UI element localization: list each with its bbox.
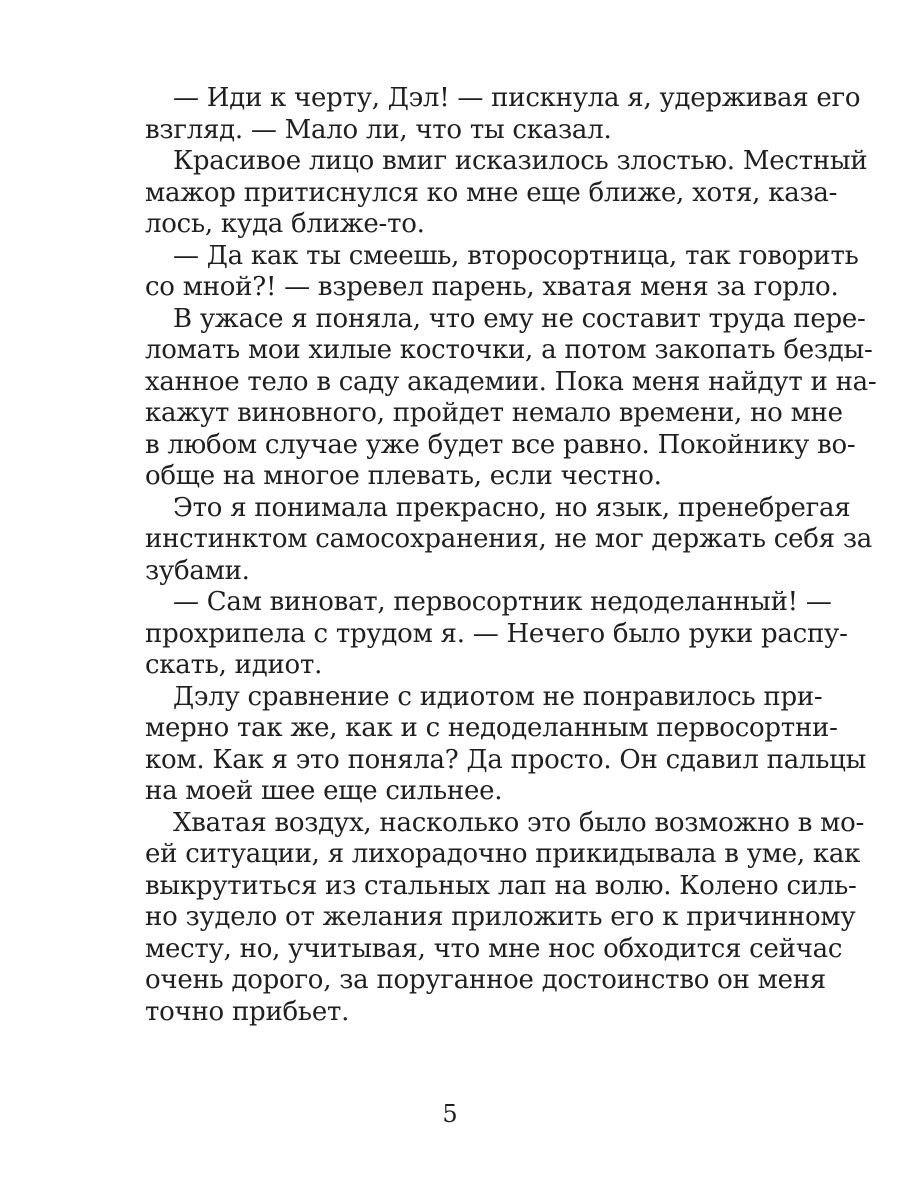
text-line: — Да как ты смеешь, второсортница, так говорить <box>173 240 859 271</box>
text-line: на моей шее еще сильнее. <box>145 776 503 806</box>
page-number: 5 <box>442 1100 458 1128</box>
text-line: лось, куда ближе-то. <box>145 209 425 239</box>
paragraph <box>145 83 861 146</box>
text-line: но зудело от желания приложить его к причинному <box>145 902 856 932</box>
text-line: очень дорого, за поруганное достоинство он меня <box>145 965 826 995</box>
paragraph <box>145 807 865 1029</box>
text-line: ханное тело в саду академии. Пока меня найдут и на- <box>145 366 877 397</box>
text-line: Дэлу сравнение с идиотом не понравилось при- <box>173 681 823 712</box>
text-line: прохрипела с трудом я. — Нечего было руки распу- <box>145 618 848 649</box>
text-line: Красивое лицо вмиг исказилось злостью. Местный <box>173 146 868 176</box>
text-line: выкрутиться из стальных лап на волю. Колено силь- <box>145 870 857 901</box>
paragraph <box>145 303 877 493</box>
text-line: точно прибьет. <box>145 996 350 1027</box>
text-line: — Сам виноват, первосортник недоделанный! — <box>173 587 832 617</box>
text-line: мажор притиснулся ко мне еще ближе, хотя, каза- <box>145 177 838 208</box>
text-line: зубами. <box>145 555 250 586</box>
text-line: — Иди к черту, Дэл! — пискнула я, удерживая его <box>173 83 861 113</box>
text-line: ей ситуации, я лихорадочно прикидывала в уме, как <box>145 839 861 869</box>
paragraph <box>145 587 848 682</box>
paragraph <box>145 681 867 808</box>
text-line: инстинктом самосохранения, не мог держать себя за <box>145 524 873 554</box>
text-line: ком. Как я это поняла? Да просто. Он сдавил пальцы <box>145 744 867 775</box>
paragraph <box>145 146 868 241</box>
paragraph <box>145 240 859 304</box>
text-line: В ужасе я поняла, что ему не составит труда пере- <box>173 303 866 334</box>
text-line: со мной?! — взревел парень, хватая меня за горло. <box>145 272 839 302</box>
text-line: обще на многое плевать, если честно. <box>145 461 662 491</box>
text-line: Хватая воздух, насколько это было возможно в мо- <box>173 807 865 838</box>
text-line: Это я понимала прекрасно, но язык, пренебрегая <box>173 492 851 523</box>
text-line: кажут виновного, пройдет немало времени, но мне <box>145 398 843 428</box>
page-body <box>145 83 877 1028</box>
text-line: скать, идиот. <box>145 650 323 680</box>
text-line: месту, но, учитывая, что мне нос обходится сейчас <box>145 933 843 964</box>
text-line: ломать мои хилые косточки, а потом закопать безды- <box>145 335 873 365</box>
text-line: мерно так же, как и с недоделанным первосортни- <box>145 713 838 743</box>
paragraph <box>145 492 873 588</box>
text-line: взгляд. — Мало ли, что ты сказал. <box>145 114 612 145</box>
text-line: в любом случае уже будет все равно. Покойнику во- <box>145 429 856 460</box>
